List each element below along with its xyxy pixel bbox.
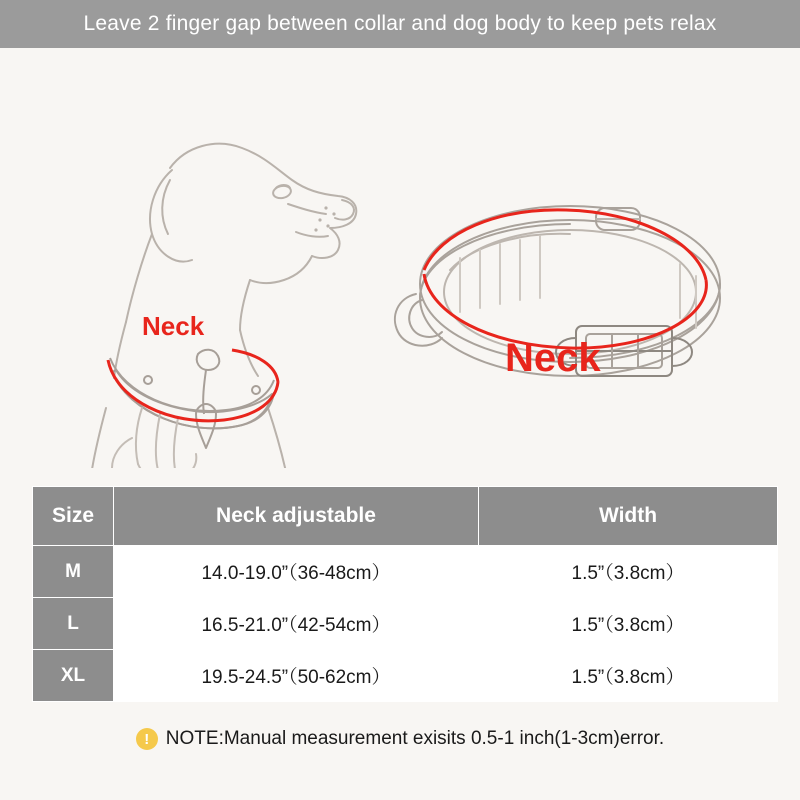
size-table-wrapper bbox=[32, 486, 768, 702]
header-width: Width bbox=[479, 487, 778, 546]
table-row bbox=[33, 546, 778, 598]
table-header-row bbox=[33, 487, 778, 546]
header-size: Size bbox=[33, 487, 114, 546]
cell-width-xl: 1.5”（3.8cm） bbox=[479, 650, 778, 702]
cell-neck-xl: 19.5-24.5”（50-62cm） bbox=[114, 650, 479, 702]
neck-label-left: Neck bbox=[142, 311, 205, 341]
header-banner bbox=[0, 0, 800, 48]
cell-width-l: 1.5”（3.8cm） bbox=[479, 598, 778, 650]
table-row bbox=[33, 598, 778, 650]
header-neck-adjustable: Neck adjustable bbox=[114, 487, 479, 546]
cell-width-m: 1.5”（3.8cm） bbox=[479, 546, 778, 598]
table-body bbox=[33, 546, 778, 702]
dog-head-with-collar-drawing bbox=[20, 108, 380, 468]
cell-neck-l: 16.5-21.0”（42-54cm） bbox=[114, 598, 479, 650]
note-text: NOTE:Manual measurement exisits 0.5-1 inch(1-3cm)error. bbox=[165, 728, 665, 749]
cell-size-l: L bbox=[33, 598, 114, 650]
exclamation-icon: ! bbox=[136, 728, 158, 750]
collar-product-drawing bbox=[380, 188, 760, 448]
cell-size-xl: XL bbox=[33, 650, 114, 702]
banner-text: Leave 2 finger gap between collar and dog body to keep pets relax bbox=[83, 12, 717, 35]
cell-size-m: M bbox=[33, 546, 114, 598]
cell-neck-m: 14.0-19.0”（36-48cm） bbox=[114, 546, 479, 598]
size-table bbox=[32, 486, 778, 702]
neck-label-right: Neck bbox=[505, 336, 601, 380]
table-row bbox=[33, 650, 778, 702]
note-row bbox=[0, 728, 800, 750]
table-head bbox=[33, 487, 778, 546]
illustration-area bbox=[0, 48, 800, 468]
